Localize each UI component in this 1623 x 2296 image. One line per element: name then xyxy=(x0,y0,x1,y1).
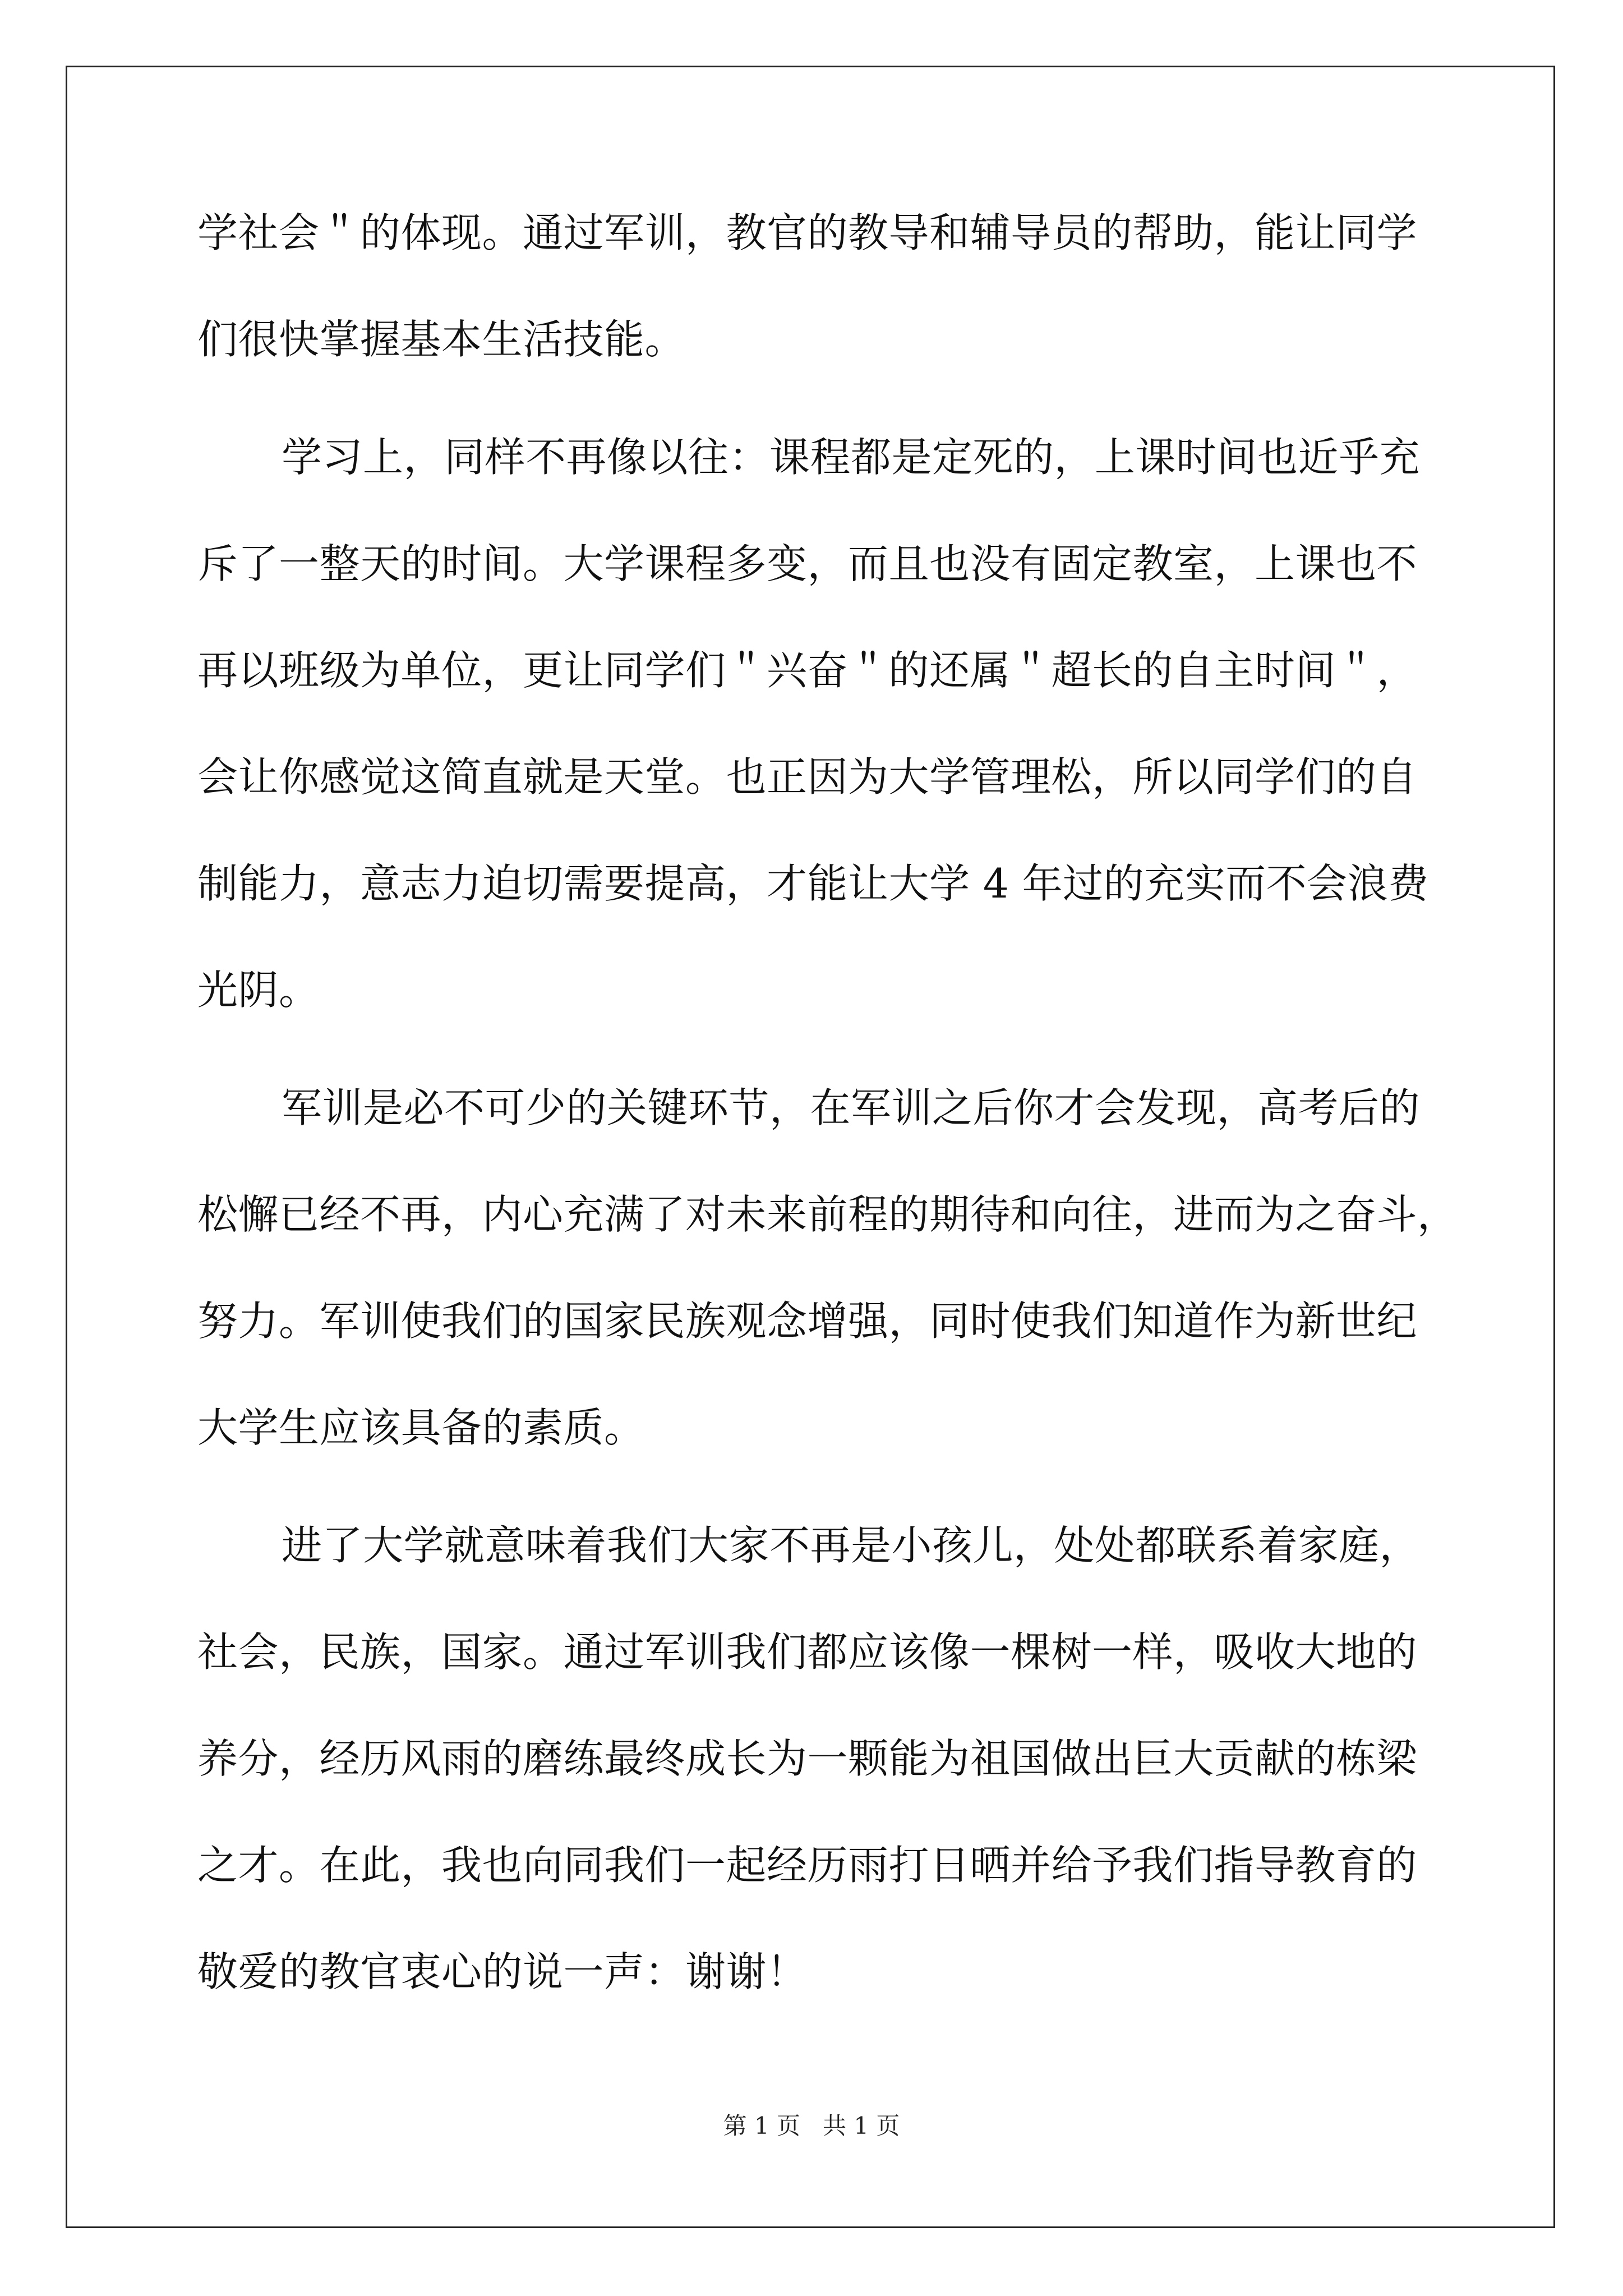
text-line: 养分，经历风雨的磨练最终成长为一颗能为祖国做出巨大贡献的栋梁 xyxy=(197,1735,1418,1782)
text-line: 光阴。 xyxy=(197,967,320,1014)
text-line: 们很快掌握基本生活技能。 xyxy=(197,316,686,363)
text-line: 努力。军训使我们的国家民族观念增强，同时使我们知道作为新世纪 xyxy=(197,1297,1418,1345)
page-total: 共 1 页 xyxy=(823,2112,900,2139)
text-line: 大学生应该具备的素质。 xyxy=(197,1404,645,1451)
text-line: 敬爱的教官衷心的说一声：谢谢！ xyxy=(197,1948,808,1995)
text-line: 斥了一整天的时间。大学课程多变，而且也没有固定教室，上课也不 xyxy=(197,540,1418,587)
text-line: 学社会＂的体现。通过军训，教官的教导和辅导员的帮助，能让同学 xyxy=(197,209,1418,256)
text-line: 会让你感觉这简直就是天堂。也正因为大学管理松，所以同学们的自 xyxy=(197,753,1418,800)
paragraph-first-line: 进了大学就意味着我们大家不再是小孩儿，处处都联系着家庭， xyxy=(282,1522,1421,1569)
text-line: 之才。在此，我也向同我们一起经历雨打日晒并给予我们指导教育的 xyxy=(197,1842,1418,1889)
text-line: 松懈已经不再，内心充满了对未来前程的期待和向往，进而为之奋斗， xyxy=(197,1191,1458,1238)
paragraph-first-line: 军训是必不可少的关键环节，在军训之后你才会发现，高考后的 xyxy=(282,1084,1421,1131)
text-line: 再以班级为单位，更让同学们＂兴奋＂的还属＂超长的自主时间＂， xyxy=(197,647,1418,694)
text-line: 制能力，意志力迫切需要提高，才能让大学 4 年过的充实而不会浪费 xyxy=(197,860,1429,907)
page-footer xyxy=(0,2109,1623,2143)
text-line: 社会，民族，国家。通过军训我们都应该像一棵树一样，吸收大地的 xyxy=(197,1628,1418,1676)
page-border xyxy=(66,66,1555,2228)
page-number: 第 1 页 xyxy=(723,2112,800,2139)
paragraph-first-line: 学习上，同样不再像以往：课程都是定死的，上课时间也近乎充 xyxy=(282,434,1421,481)
